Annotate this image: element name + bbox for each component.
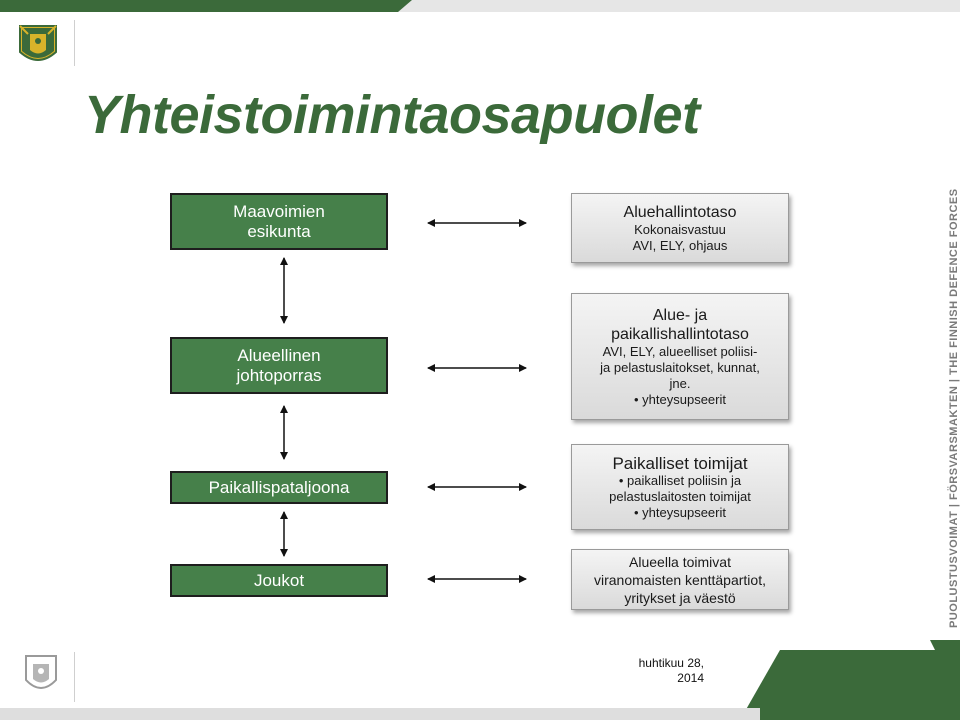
box-title: Paikalliset toimijat [612, 453, 748, 473]
box-body: viranomaisten kenttäpartiot, [594, 571, 766, 588]
date-line: huhtikuu 28, [638, 656, 704, 670]
date-line: 2014 [677, 671, 704, 685]
box-body: AVI, ELY, alueelliset poliisi- [602, 343, 758, 359]
box-subtitle: AVI, ELY, ohjaus [632, 237, 728, 253]
box-line: esikunta [247, 221, 311, 241]
box-line: Joukot [253, 570, 305, 590]
box-body: ja pelastuslaitokset, kunnat, [600, 359, 760, 375]
box-line: Alueellinen [237, 345, 321, 365]
box-title: paikallishallintotaso [611, 325, 749, 343]
bottom-gray-bar [0, 708, 760, 720]
box-body: Alueella toimivat [629, 553, 731, 570]
side-organization-text: PUOLUSTUSVOIMAT | FÖRSVARSMAKTEN | THE FINNISH DEFENCE FORCES [948, 188, 960, 628]
box-line: Paikallispataljoona [208, 477, 350, 497]
footer-date [600, 656, 704, 686]
box-body: yritykset ja väestö [624, 589, 736, 606]
box-line: Maavoimien [233, 201, 325, 221]
box-body: • yhteysupseerit [634, 391, 726, 407]
box-title: Aluehallintotaso [623, 203, 737, 221]
box-title: Alue- ja [652, 306, 708, 324]
box-body: pelastuslaitosten toimijat [609, 488, 751, 504]
box-body: • yhteysupseerit [634, 504, 726, 520]
footer-divider [74, 652, 75, 702]
box-line: johtoporras [236, 365, 322, 385]
box-subtitle: Kokonaisvastuu [634, 221, 726, 237]
box-body: jne. [669, 375, 691, 391]
box-body: • paikalliset poliisin ja [618, 472, 742, 488]
lion-emblem-icon [22, 652, 60, 698]
page-title: Yhteistoimintaosapuolet [84, 85, 700, 145]
